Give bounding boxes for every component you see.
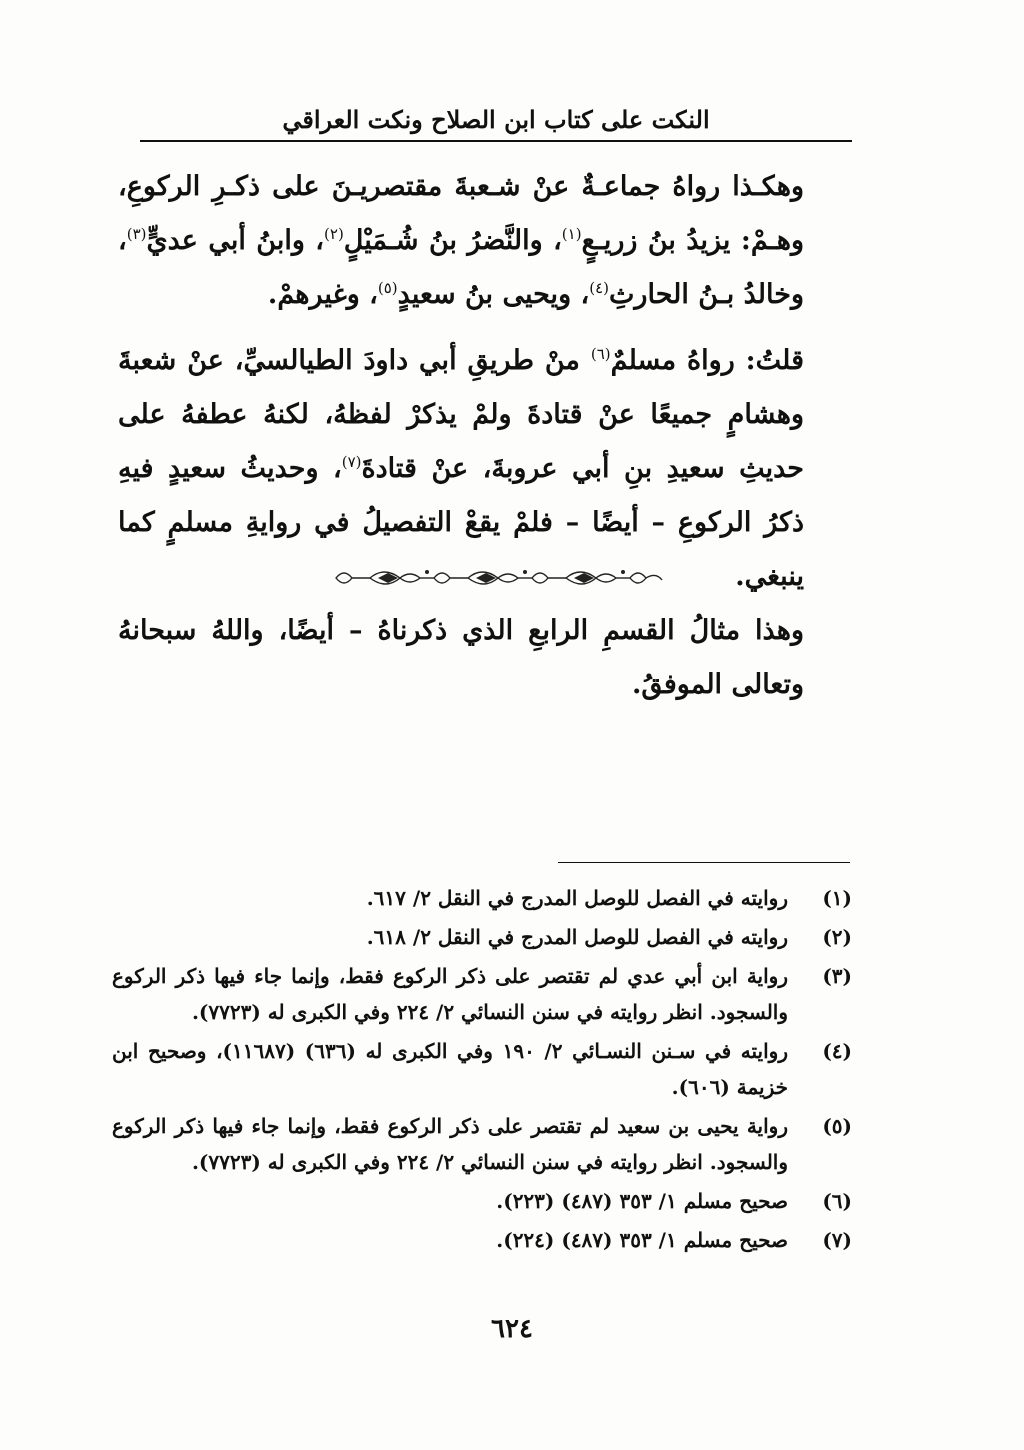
footnote-text: روايته في الفصل للوصل المدرج في النقل ٢/ ٦١٨.: [366, 925, 788, 949]
footnote-ref-1[interactable]: (١): [561, 225, 582, 243]
header-rule: [140, 140, 852, 142]
footnote-ref-4[interactable]: (٤): [589, 279, 610, 297]
p2-text-c: ، وحديثُ سعيدٍ فيهِ ذكرُ الركوعِ – أيضًا – فلمْ يقعْ التفصيلُ في روايةِ مسلمٍ كما ينبغي.: [118, 453, 804, 592]
footnote-1: [112, 880, 852, 916]
footnote-text: رواية يحيى بن سعيد لم تقتصر على ذكر الركوع فقط، وإنما جاء فيها ذكر الركوع والسجود. انظر روايته في سنن النسائي ٢/ ٢٢٤ وفي الكبرى له (٧٧٢٣).: [112, 1114, 788, 1174]
p1-text-f: ، وغيرهمْ.: [267, 279, 378, 310]
p1-text-d: ، وخالدُ بـنُ الحارثِ: [118, 225, 804, 310]
footnote-number: (٧): [822, 1228, 852, 1252]
footnote-2: [112, 919, 852, 955]
footnote-6: [112, 1183, 852, 1219]
paragraph-3: [118, 604, 852, 712]
p1-text-a: وهكـذا رواهُ جماعـةٌ عنْ شـعبةَ مقتصريـنَ على ذكـرِ الركوعِ، وهـمْ: يزيدُ بنُ زريـعٍ: [118, 171, 804, 256]
footnote-text: روايته في الفصل للوصل المدرج في النقل ٢/ ٦١٧.: [366, 886, 788, 910]
footnote-number: (٣): [822, 964, 852, 988]
footnote-number: (٤): [822, 1039, 852, 1063]
footnote-ref-2[interactable]: (٢): [324, 225, 344, 243]
footnote-number: (٦): [822, 1189, 852, 1213]
footnote-ref-6[interactable]: (٦): [590, 345, 611, 363]
footnote-number: (١): [822, 886, 852, 910]
p1-text-c: ، وابنُ أبي عديٍّ: [146, 225, 325, 256]
page-number: ٦٢٤: [491, 1314, 533, 1344]
footnote-ref-3[interactable]: (٣): [126, 225, 147, 243]
p1-text-b: ، والنَّضرُ بنُ شُـمَيْلٍ: [343, 225, 562, 256]
footnote-number: (٢): [822, 925, 852, 949]
paragraph-1: [118, 160, 852, 322]
footnote-5: [112, 1108, 852, 1180]
footnote-text: رواية ابن أبي عدي لم تقتصر على ذكر الركوع فقط، وإنما جاء فيها ذكر الركوع والسجود. انظر روايته في سنن النسائي ٢/ ٢٢٤ وفي الكبرى له (٧٧٢٣).: [112, 964, 788, 1024]
footnote-ref-7[interactable]: (٧): [341, 453, 362, 471]
footnote-number: (٥): [822, 1114, 852, 1138]
footnote-3: [112, 958, 852, 1030]
running-title: النكت على كتاب ابن الصلاح ونكت العراقي: [282, 105, 710, 134]
p1-text-e: ، ويحيى بنُ سعيدٍ: [397, 279, 590, 310]
section-divider-ornament: [330, 560, 670, 596]
footnote-ref-5[interactable]: (٥): [377, 279, 398, 297]
footnote-text: صحيح مسلم ١/ ٣٥٣ (٤٨٧) (٢٢٤).: [496, 1228, 788, 1252]
p2-lead: قلتُ:: [745, 345, 804, 376]
footnote-7: [112, 1222, 852, 1258]
footnote-4: [112, 1033, 852, 1105]
p2-text-a: رواهُ مسلمٌ: [610, 345, 746, 376]
p3-text: وهذا مثالُ القسمِ الرابعِ الذي ذكرناهُ – أيضًا، واللهُ سبحانهُ وتعالى الموفقُ.: [118, 615, 804, 700]
main-text: [118, 160, 852, 712]
footnote-text: روايته في سـنن النسـائي ٢/ ١٩٠ وفي الكبرى له (٦٣٦) (١١٦٨٧)، وصحيح ابن خزيمة (٦٠٦).: [112, 1039, 788, 1099]
footnotes: [112, 880, 852, 1261]
p2-text-b: منْ طريقِ أبي داودَ الطيالسيِّ، عنْ شعبةَ وهشامٍ جميعًا عنْ قتادةَ ولمْ يذكرْ لفظهُ، لكنهُ عطفهُ على حديثِ سعيدِ بنِ أبي عروبةَ، عنْ قتادةَ: [118, 345, 804, 484]
footnote-rule: [558, 862, 850, 863]
footnote-text: صحيح مسلم ١/ ٣٥٣ (٤٨٧) (٢٢٣).: [496, 1189, 788, 1213]
